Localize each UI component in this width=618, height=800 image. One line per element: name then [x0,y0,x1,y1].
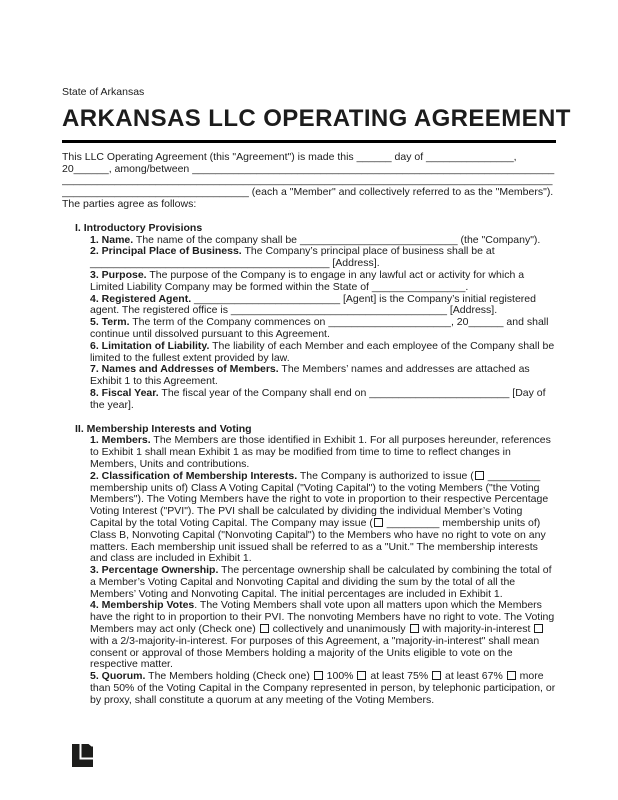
checkbox-icon[interactable] [507,671,516,680]
state-label: State of Arkansas [62,86,145,98]
parties-line: The parties agree as follows: [62,198,197,210]
checkbox-icon[interactable] [475,471,484,480]
section-heading: I. Introductory Provisions [75,221,203,234]
clause-name: 1. Name. The name of the company shall be ___________________________ (the "Company"). [90,233,541,246]
clause-registered-agent: 4. Registered Agent. _________________________ [Agent] is the Company’s initial registered agent. The registered office is _____________________________________ [Address]. [90,292,536,317]
section-membership-interests-and-voting [62,424,556,707]
page-title: ARKANSAS LLC OPERATING AGREEMENT [62,104,571,132]
checkbox-icon[interactable] [374,518,383,527]
checkbox-icon[interactable] [534,624,543,633]
checkbox-icon[interactable] [357,671,366,680]
clause-purpose: 3. Purpose. The purpose of the Company is to engage in any lawful act or activity for which a Limited Liability Company may be formed within the State of ________________. [90,268,525,293]
checkbox-icon[interactable] [432,671,441,680]
intro-line: ____________________________________________________________________________________ [62,175,553,187]
title-rule [62,140,556,143]
clause-term: 5. Term. The term of the Company commences on _____________________, 20______ and shall continue until dissolved pursuant to this Agreement. [90,316,549,340]
clause-members: 1. Members. The Members are those identified in Exhibit 1. For all purposes hereunder, references to Exhibit 1 shall mean Exhibit 1 as may be modified from time to time to reflect changes in Members, Units and contributions. [90,434,551,470]
checkbox-icon[interactable] [260,624,269,633]
section-heading: II. Membership Interests and Voting [75,422,252,435]
clause-membership-votes: 4. Membership Votes. The Voting Members shall vote upon all matters upon which the Members have the right to in proportion to their PVI. The nonvoting Members have no right to vote. The Voting Members may act only (Check one) collectively and unanimously with majority-in-interest with a 2/3-majority-in-interest. For purposes of this Agreement, a "majority-in-interest" shall mean consent or approval of those Members holding a majority of the Units eligible to vote on the respective matter. [90,599,555,671]
intro-line: 20______, among/between ______________________________________________________________ [62,163,555,175]
section-introductory-provisions [62,223,556,412]
checkbox-icon[interactable] [314,671,323,680]
clause-limitation-of-liability: 6. Limitation of Liability. The liability of each Member and each employee of the Company shall be limited to the fullest extent provided by law. [90,339,555,364]
intro-line: This LLC Operating Agreement (this "Agreement") is made this ______ day of _______________, [62,151,517,163]
intro-line: ________________________________ (each a "Member" and collectively referred to as the "Members"). [62,187,554,199]
clause-quorum: 5. Quorum. The Members holding (Check one) 100% at least 75% at least 67% more than 50% of the Voting Capital in the Company represented in person, by telephonic participation, or by proxy, shall constitute a quorum at any meeting of the Voting Members. [90,670,556,706]
clause-names-and-addresses-of-members: 7. Names and Addresses of Members. The Members’ names and addresses are attached as Exhibit 1 to this Agreement. [90,363,530,388]
clause-classification-of-membership-interests: 2. Classification of Membership Interests. The Company is authorized to issue ( _________ membership units of) Class A Voting Capital ("Voting Capital") to the voting Members ("the Voting Members"). The Voting Members have the right to vote in proportion to their respective Percentage Voting Interest ("PVI"). The PVI shall be calculated by dividing the individual Member’s Voting Capital by the total Voting Capital. The Company may issue ( _________ membership units of) Class B, Nonvoting Capital ("Nonvoting Capital") to the Members who have no right to vote on any matters. Each membership unit issued shall be referred to as a "Unit." The membership interests and class are included in Exhibit 1. [90,469,549,565]
clause-percentage-ownership: 3. Percentage Ownership. The percentage ownership shall be calculated by combining the total of a Member’s Voting Capital and Nonvoting Capital and dividing the sum by the total of all the Members’ Voting and Nonvoting Capital. The initial percentages are included in Exhibit 1. [90,564,552,600]
intro-paragraph [62,152,556,211]
clause-fiscal-year: 8. Fiscal Year. The fiscal year of the Company shall end on ________________________ [Day of the year]. [90,386,546,411]
checkbox-icon[interactable] [410,624,419,633]
legaltemplates-logo-icon [72,744,93,767]
clause-principal-place-of-business: 2. Principal Place of Business. The Company’s principal place of business shall be at _________________________________________ [Address]. [90,245,495,270]
